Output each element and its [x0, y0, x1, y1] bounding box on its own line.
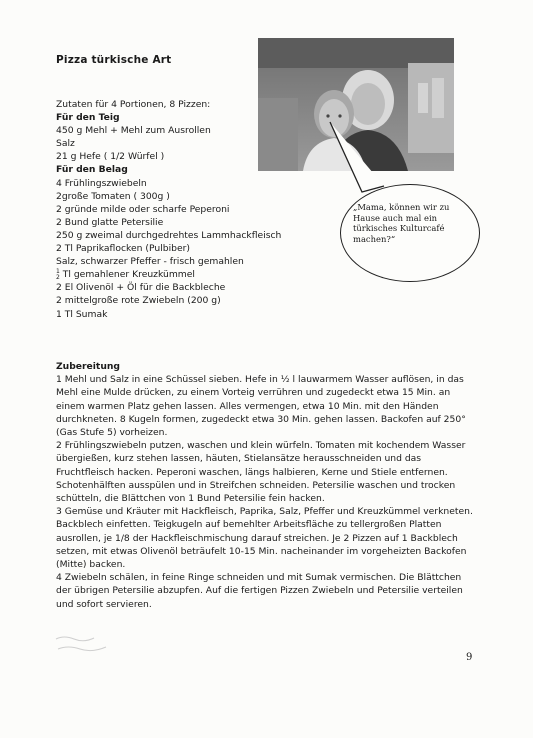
- topping-item: 2 mittelgroße rote Zwiebeln (200 g): [56, 295, 221, 307]
- topping-item: 2 El Olivenöl + Öl für die Backbleche: [56, 282, 226, 294]
- preparation-step-2: 2 Frühlingszwiebeln putzen, waschen und klein würfeln. Tomaten mit kochendem Wasser übergießen, kurz stehen lassen, häuten, Stielansätze herausschneiden und das Fruchtfleisch hacken. Peperoni waschen, längs halbieren, Kerne und Stiele entfernen. Schotenhälften ausspülen und in Streifchen schneiden. Petersilie waschen und trocken schütteln, die Blättchen von 1 Bund Petersilie fein hacken.: [56, 440, 466, 505]
- topping-item: 2 Tl Paprikaflocken (Pulbiber): [56, 243, 190, 255]
- topping-item: 4 Frühlingszwiebeln: [56, 177, 147, 189]
- topping-item: 2 gründe milde oder scharfe Peperoni: [56, 203, 230, 215]
- page-number: 9: [466, 652, 473, 663]
- topping-heading: Für den Belag: [56, 164, 128, 176]
- dough-item: 450 g Mehl + Mehl zum Ausrollen: [56, 125, 211, 137]
- dough-item: Salz: [56, 138, 75, 150]
- preparation-heading: Zubereitung: [56, 361, 120, 372]
- dough-item: 21 g Hefe ( 1/2 Würfel ): [56, 151, 165, 163]
- topping-item-cumin: 1 2 Tl gemahlener Kreuzkümmel: [56, 267, 195, 281]
- topping-item: 2große Tomaten ( 300g ): [56, 190, 170, 202]
- topping-item: 2 Bund glatte Petersilie: [56, 216, 164, 228]
- topping-item: 1 Tl Sumak: [56, 308, 108, 320]
- speech-bubble-text: „Mama, können wir zu Hause auch mal ein türkisches Kulturcafé machen?“: [353, 202, 450, 244]
- recipe-title: Pizza türkische Art: [56, 54, 172, 66]
- preparation-step-1: 1 Mehl und Salz in eine Schüssel sieben. Hefe in ½ l lauwarmem Wasser auflösen, in das Mehl eine Mulde drücken, zu einem Vorteig verrühren und zugedeckt etwa 15 Min. an einem warmen Platz gehen lassen. Alles vermengen, etwa 10 Min. mit den Händen durchkneten. 8 Kugeln formen, zugedeckt etwa 30 Min. gehen lassen. Backofen auf 250° (Gas Stufe 5) vorheizen.: [56, 374, 466, 439]
- servings-line: Zutaten für 4 Portionen, 8 Pizzen:: [56, 99, 211, 110]
- preparation-step-4: 4 Zwiebeln schälen, in feine Ringe schneiden und mit Sumak vermischen. Die Blättchen der übrigen Petersilie abzupfen. Auf die fertigen Pizzen Zwiebeln und Petersilie verteilen und sofort servieren.: [56, 572, 463, 610]
- faint-scribble: [54, 633, 124, 657]
- dough-heading: Für den Teig: [56, 112, 120, 124]
- preparation-section: [56, 360, 476, 611]
- topping-item: Salz, schwarzer Pfeffer - frisch gemahlen: [56, 256, 244, 268]
- preparation-step-3: 3 Gemüse und Kräuter mit Hackfleisch, Paprika, Salz, Pfeffer und Kreuzkümmel verkneten. Backblech einfetten. Teigkugeln auf bemehlter Arbeitsfläche zu tellergroßen Platten ausrollen, je 1/8 der Hackfleischmischung darauf streichen. Je 2 Pizzen auf 1 Backblech setzen, mit etwas Olivenöl beträufelt 10-15 Min. nacheinander im vorgeheizten Backofen (Mitte) backen.: [56, 506, 473, 571]
- cumin-fraction: 1 2: [56, 267, 60, 281]
- topping-item: 250 g zweimal durchgedrehtes Lammhackfleisch: [56, 229, 282, 241]
